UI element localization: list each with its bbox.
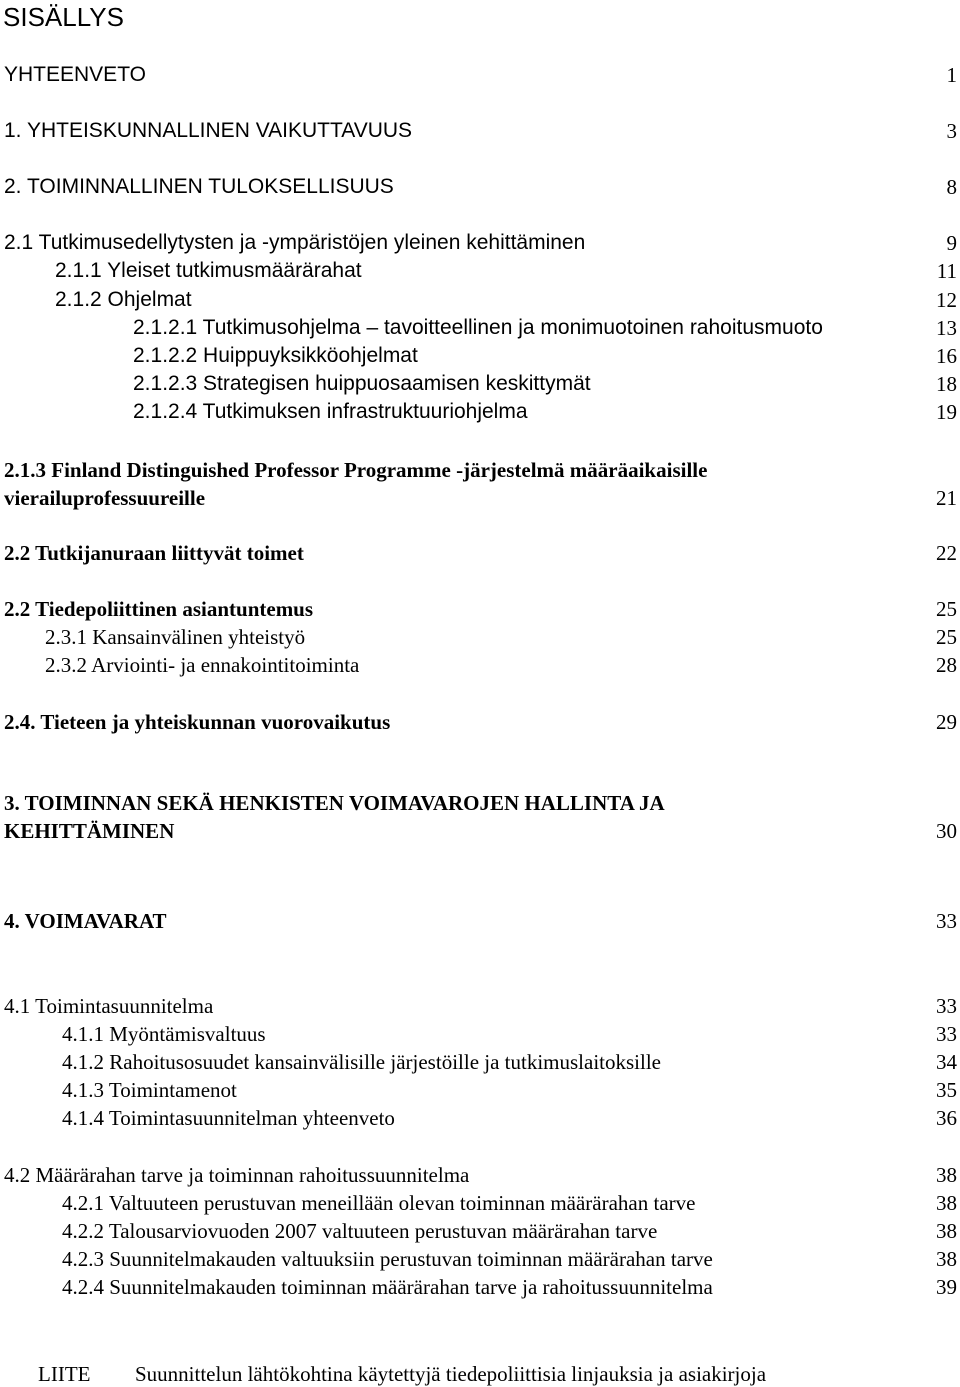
toc-page-number: 29	[936, 710, 957, 734]
toc-page-number: 39	[936, 1275, 957, 1299]
toc-entry: 2.2 Tutkijanuraan liittyvät toimet	[4, 541, 304, 565]
toc-entry: 2.2 Tiedepoliittinen asiantuntemus	[4, 597, 314, 621]
toc-entry: 4.1.2 Rahoitusosuudet kansainvälisille järjestöille ja tutkimuslaitoksille	[62, 1050, 662, 1074]
appendix-label: LIITE	[38, 1362, 91, 1386]
toc-entry: 4.1.1 Myöntämisvaltuus	[62, 1022, 266, 1046]
toc-page-number: 38	[936, 1163, 957, 1187]
toc-page-number: 25	[936, 625, 957, 649]
toc-page-number: 33	[936, 994, 957, 1018]
toc-entry: YHTEENVETO	[4, 63, 146, 86]
toc-entry: 4.2 Määrärahan tarve ja toiminnan rahoitussuunnitelma	[4, 1163, 470, 1187]
toc-entry: 2.1.2.4 Tutkimuksen infrastruktuuriohjelma	[133, 400, 528, 423]
toc-entry: 4.2.2 Talousarviovuoden 2007 valtuuteen perustuvan määrärahan tarve	[62, 1219, 658, 1243]
toc-page-number: 16	[936, 344, 957, 368]
toc-page-number: 38	[936, 1219, 957, 1243]
toc-page-number: 13	[936, 316, 957, 340]
toc-entry: vierailuprofessuureille	[4, 486, 206, 510]
toc-entry: 2.1.2.3 Strategisen huippuosaamisen keskittymät	[133, 372, 591, 395]
toc-entry: 3. TOIMINNAN SEKÄ HENKISTEN VOIMAVAROJEN HALLINTA JA	[4, 791, 665, 815]
toc-page-number: 25	[936, 597, 957, 621]
toc-page-number: 3	[946, 119, 957, 143]
toc-page-number: 18	[936, 372, 957, 396]
toc-page-number: 30	[936, 819, 957, 843]
toc-entry: 2.1.2.1 Tutkimusohjelma – tavoitteellinen ja monimuotoinen rahoitusmuoto	[133, 316, 823, 339]
toc-entry: 4.2.4 Suunnitelmakauden toiminnan määrärahan tarve ja rahoitussuunnitelma	[62, 1275, 713, 1299]
toc-entry: 2.4. Tieteen ja yhteiskunnan vuorovaikutus	[4, 710, 391, 734]
toc-page-number: 1	[946, 63, 957, 87]
toc-page-number: 28	[936, 653, 957, 677]
toc-entry: 4.1 Toimintasuunnitelma	[4, 994, 214, 1018]
toc-entry: 2.1.1 Yleiset tutkimusmäärärahat	[55, 259, 362, 282]
toc-page-number: 34	[936, 1050, 957, 1074]
toc-entry: 2.3.1 Kansainvälinen yhteistyö	[45, 625, 306, 649]
toc-entry: 2.3.2 Arviointi- ja ennakointitoiminta	[45, 653, 360, 677]
toc-page-number: 9	[946, 231, 957, 255]
toc-entry: 1. YHTEISKUNNALLINEN VAIKUTTAVUUS	[4, 119, 413, 142]
toc-page-number: 11	[936, 259, 957, 283]
page-title: SISÄLLYS	[3, 2, 124, 32]
toc-entry: KEHITTÄMINEN	[4, 819, 175, 843]
toc-page-number: 19	[936, 400, 957, 424]
toc-page-number: 21	[936, 486, 957, 510]
toc-entry: 4.2.3 Suunnitelmakauden valtuuksiin perustuvan toiminnan määrärahan tarve	[62, 1247, 713, 1271]
toc-entry: 2.1.2.2 Huippuyksikköohjelmat	[133, 344, 418, 367]
toc-page-number: 33	[936, 1022, 957, 1046]
toc-page-number: 33	[936, 909, 957, 933]
toc-entry: 2.1 Tutkimusedellytysten ja -ympäristöjen yleinen kehittäminen	[4, 231, 586, 254]
toc-entry: 4.2.1 Valtuuteen perustuvan meneillään olevan toiminnan määrärahan tarve	[62, 1191, 696, 1215]
toc-page-number: 12	[936, 288, 957, 312]
toc-page-number: 36	[936, 1106, 957, 1130]
toc-page-number: 38	[936, 1191, 957, 1215]
toc-page-number: 22	[936, 541, 957, 565]
toc-page-number: 38	[936, 1247, 957, 1271]
appendix-title: Suunnittelun lähtökohtina käytettyjä tiedepoliittisia linjauksia ja asiakirjoja	[135, 1362, 767, 1386]
toc-entry: 4.1.3 Toimintamenot	[62, 1078, 237, 1102]
toc-entry: 2.1.3 Finland Distinguished Professor Programme -järjestelmä määräaikaisille	[4, 458, 708, 482]
toc-page-number: 35	[936, 1078, 957, 1102]
toc-entry: 2.1.2 Ohjelmat	[55, 288, 192, 311]
toc-page-number: 8	[946, 175, 957, 199]
toc-entry: 4. VOIMAVARAT	[4, 909, 167, 933]
toc-entry: 2. TOIMINNALLINEN TULOKSELLISUUS	[4, 175, 394, 198]
toc-entry: 4.1.4 Toimintasuunnitelman yhteenveto	[62, 1106, 395, 1130]
